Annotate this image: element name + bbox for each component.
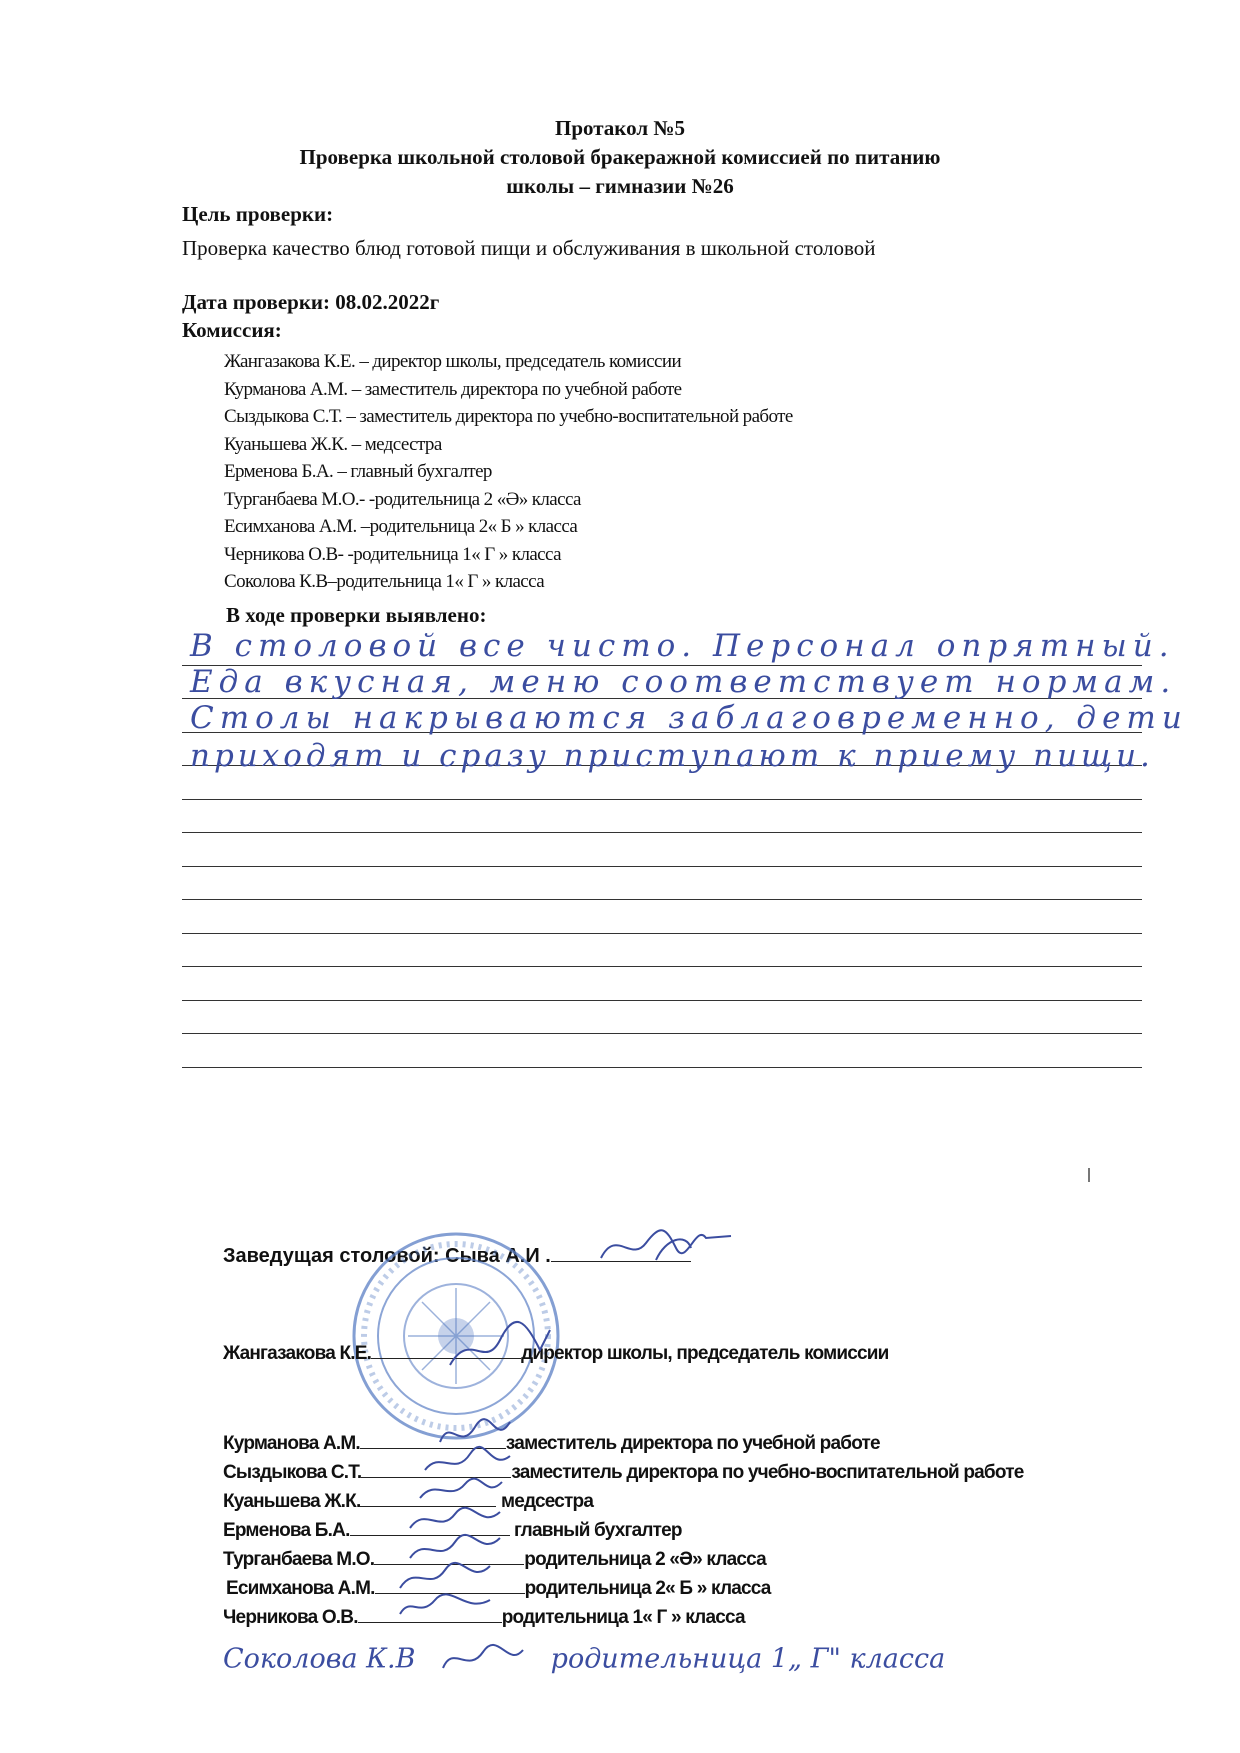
handwritten-finding-line: Еда вкусная, меню соответствует нормам. (190, 664, 1177, 700)
director-signature (440, 1310, 560, 1380)
signer-role: заместитель директора по учебной работе (505, 1433, 880, 1454)
signature-scribble (438, 1640, 528, 1680)
signer-name: Есимханова А.М. (226, 1578, 375, 1599)
signer-role: родительница 1« Г » класса (501, 1607, 745, 1628)
canteen-head-signature (596, 1218, 736, 1268)
signature-scribble (390, 1588, 500, 1628)
signer-name: Турганбаева М.О. (223, 1549, 375, 1570)
inspection-date: Дата проверки: 08.02.2022г (182, 290, 440, 314)
handwritten-role: родительница 1„ Г" класса (550, 1643, 946, 1675)
ruled-line (182, 934, 1142, 968)
findings-label: В ходе проверки выявлено: (226, 603, 487, 627)
ruled-line (182, 1001, 1142, 1035)
title-line-3: школы – гимназии №26 (506, 174, 734, 198)
member-item: Турганбаева М.О.- -родительница 2 «Ә» класса (224, 488, 581, 510)
handwritten-finding-line: приходят и сразу приступают к приему пищи. (190, 738, 1154, 774)
title-line-2: Проверка школьной столовой бракеражной комиссией по питанию (299, 145, 941, 169)
last-signature-row (223, 1640, 945, 1680)
scan-speck (1088, 1168, 1090, 1182)
ruled-line (182, 1034, 1142, 1068)
signer-role: родительница 2 «Ә» класса (524, 1549, 766, 1570)
title-line-1: Протакол №5 (555, 116, 685, 140)
ruled-line (182, 967, 1142, 1001)
member-item: Курманова А.М. – заместитель директора по учебной работе (224, 378, 682, 400)
ruled-line (182, 800, 1142, 834)
signer-role: директор школы, председатель комиссии (521, 1343, 889, 1364)
handwritten-finding-line: Столы накрываются заблаговременно, дети (190, 700, 1188, 736)
handwritten-name: Соколова К.В (223, 1643, 416, 1675)
signature-row (223, 1430, 880, 1455)
member-item: Есимханова А.М. –родительница 2« Б » класса (224, 516, 578, 537)
signer-role: медсестра (500, 1491, 594, 1512)
signer-role: заместитель директора по учебно-воспитательной работе (511, 1462, 1024, 1483)
signer-name: Ерменова Б.А. (223, 1520, 350, 1541)
document-title (0, 114, 1240, 201)
ruled-line (182, 900, 1142, 934)
member-item: Сыздыкова С.Т. – заместитель директора по учебно-воспитательной работе (224, 406, 793, 427)
ruled-line (182, 867, 1142, 901)
signer-name: Жангазакова К.Е. (223, 1343, 372, 1364)
signer-role: главный бухгалтер (514, 1520, 682, 1541)
signer-name: Черникова О.В. (223, 1607, 358, 1628)
commission-label: Комиссия: (182, 318, 282, 342)
signature-row (223, 1459, 1023, 1484)
goal-label: Цель проверки: (182, 202, 334, 226)
signer-name: Куаньшева Ж.К. (223, 1491, 361, 1512)
member-item: Черникова О.В- -родительница 1« Г » класса (224, 543, 561, 565)
signer-role: родительница 2« Б » класса (524, 1578, 771, 1599)
commission-members (224, 348, 793, 596)
signer-name: Курманова А.М. (223, 1433, 360, 1454)
member-item: Жангазакова К.Е. – директор школы, председатель комиссии (224, 351, 682, 372)
member-item: Куаньшева Ж.К. – медсестра (224, 433, 442, 455)
goal-text: Проверка качество блюд готовой пищи и обслуживания в школьной столовой (182, 236, 876, 260)
signer-name: Сыздыкова С.Т. (223, 1462, 362, 1483)
member-item: Ерменова Б.А. – главный бухгалтер (224, 461, 492, 482)
handwritten-finding-line: В столовой все чисто. Персонал опрятный. (190, 628, 1175, 664)
canteen-head-text: Заведущая столовой: Сыва А.И . (223, 1245, 551, 1267)
ruled-line (182, 833, 1142, 867)
member-item: Соколова К.В–родительница 1« Г » класса (224, 571, 545, 592)
